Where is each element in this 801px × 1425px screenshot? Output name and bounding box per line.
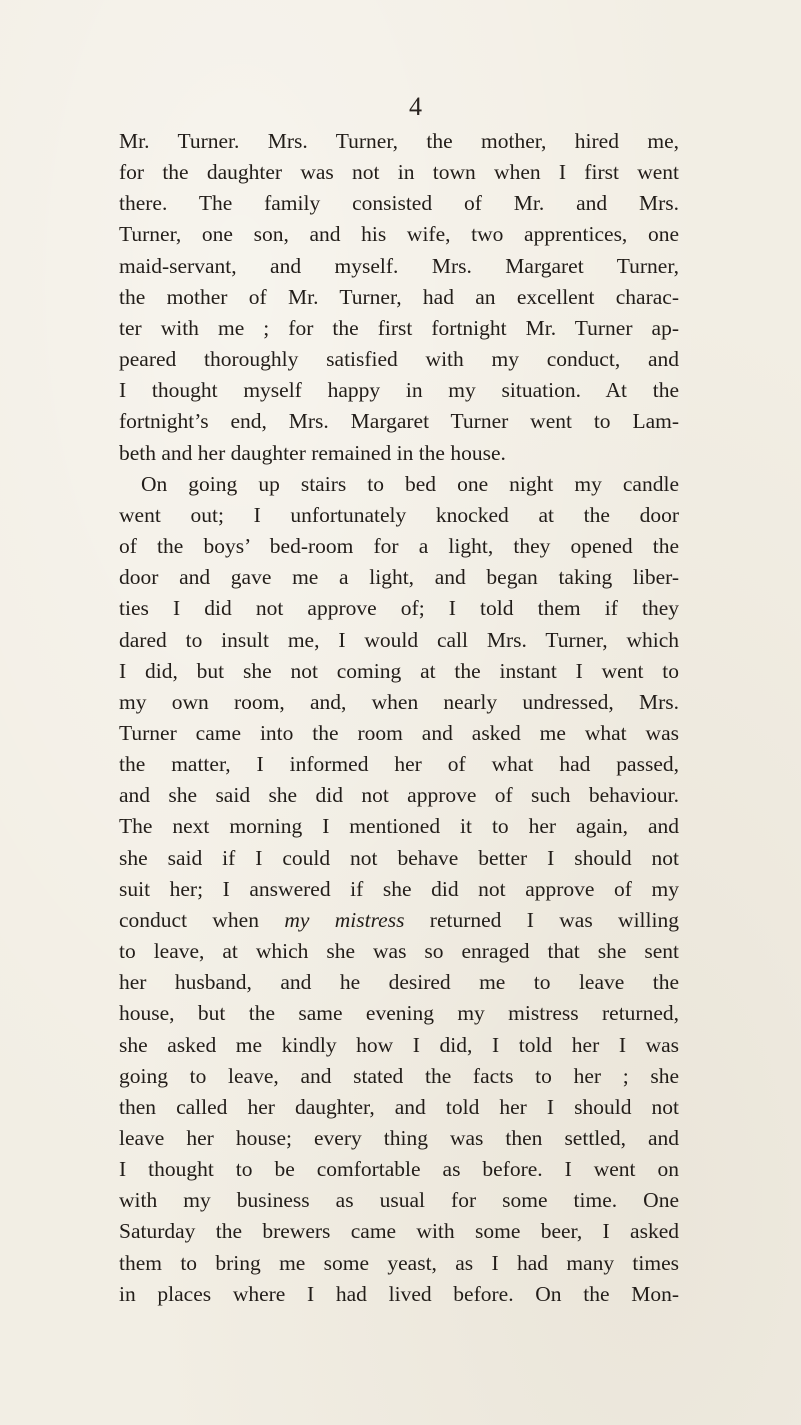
text-line: for the daughter was not in town when I first went: [119, 160, 679, 185]
text-line: the mother of Mr. Turner, had an excellent charac-: [119, 284, 679, 309]
text-line: ter with me ; for the first fortnight Mr. Turner ap-: [119, 315, 679, 340]
text-line: peared thoroughly satisfied with my conduct, and: [119, 347, 679, 372]
text-line: On going up stairs to bed one night my candle: [141, 471, 679, 496]
text-line: my own room, and, when nearly undressed, Mrs.: [119, 689, 679, 714]
text-line: fortnight’s end, Mrs. Margaret Turner went to Lam-: [119, 409, 679, 434]
page-number: 4: [409, 92, 422, 121]
text-line: there. The family consisted of Mr. and Mrs.: [119, 191, 679, 216]
text-line: going to leave, and stated the facts to her ; she: [119, 1063, 679, 1088]
text-line: dared to insult me, I would call Mrs. Turner, which: [119, 627, 679, 652]
text-line: Mr. Turner. Mrs. Turner, the mother, hired me,: [119, 129, 679, 153]
text-line: Turner came into the room and asked me what was: [119, 720, 679, 745]
text-line: beth and her daughter remained in the house.: [119, 440, 506, 465]
text-line: of the boys’ bed-room for a light, they opened the: [119, 534, 679, 559]
text-line: and she said she did not approve of such behaviour.: [119, 783, 679, 808]
text-line: she asked me kindly how I did, I told her I was: [119, 1032, 679, 1057]
text-line: I did, but she not coming at the instant I went to: [119, 658, 679, 683]
text-line: she said if I could not behave better I should not: [119, 845, 679, 870]
text-line: ties I did not approve of; I told them if they: [119, 596, 679, 621]
text-line: Saturday the brewers came with some beer, I asked: [119, 1219, 679, 1244]
text-line: [119, 905, 679, 936]
italic-text: my mistress: [284, 907, 405, 932]
text-line: with my business as usual for some time. One: [119, 1188, 679, 1213]
body-text: [119, 126, 679, 1310]
text-line: to leave, at which she was so enraged that she sent: [119, 939, 679, 964]
text-line: went out; I unfortunately knocked at the door: [119, 502, 679, 527]
text-line: I thought myself happy in my situation. At the: [119, 378, 679, 403]
text-segment: conduct when: [119, 907, 285, 932]
text-line: in places where I had lived before. On the Mon-: [119, 1281, 679, 1306]
text-line: Turner, one son, and his wife, two apprentices, one: [119, 222, 679, 247]
text-line: them to bring me some yeast, as I had many times: [119, 1250, 679, 1275]
text-line: her husband, and he desired me to leave the: [119, 970, 679, 995]
text-line: then called her daughter, and told her I should not: [119, 1094, 679, 1119]
text-line: suit her; I answered if she did not approve of my: [119, 876, 679, 901]
text-segment: returned I was willing: [404, 907, 679, 932]
text-line: leave her house; every thing was then settled, and: [119, 1126, 679, 1150]
text-line: house, but the same evening my mistress returned,: [119, 1001, 679, 1026]
text-line: The next morning I mentioned it to her again, and: [119, 814, 679, 839]
text-line: door and gave me a light, and began taking liber-: [119, 565, 679, 590]
text-line: maid-servant, and myself. Mrs. Margaret Turner,: [119, 253, 679, 278]
text-line: I thought to be comfortable as before. I went on: [119, 1157, 679, 1182]
text-line: the matter, I informed her of what had passed,: [119, 752, 679, 777]
